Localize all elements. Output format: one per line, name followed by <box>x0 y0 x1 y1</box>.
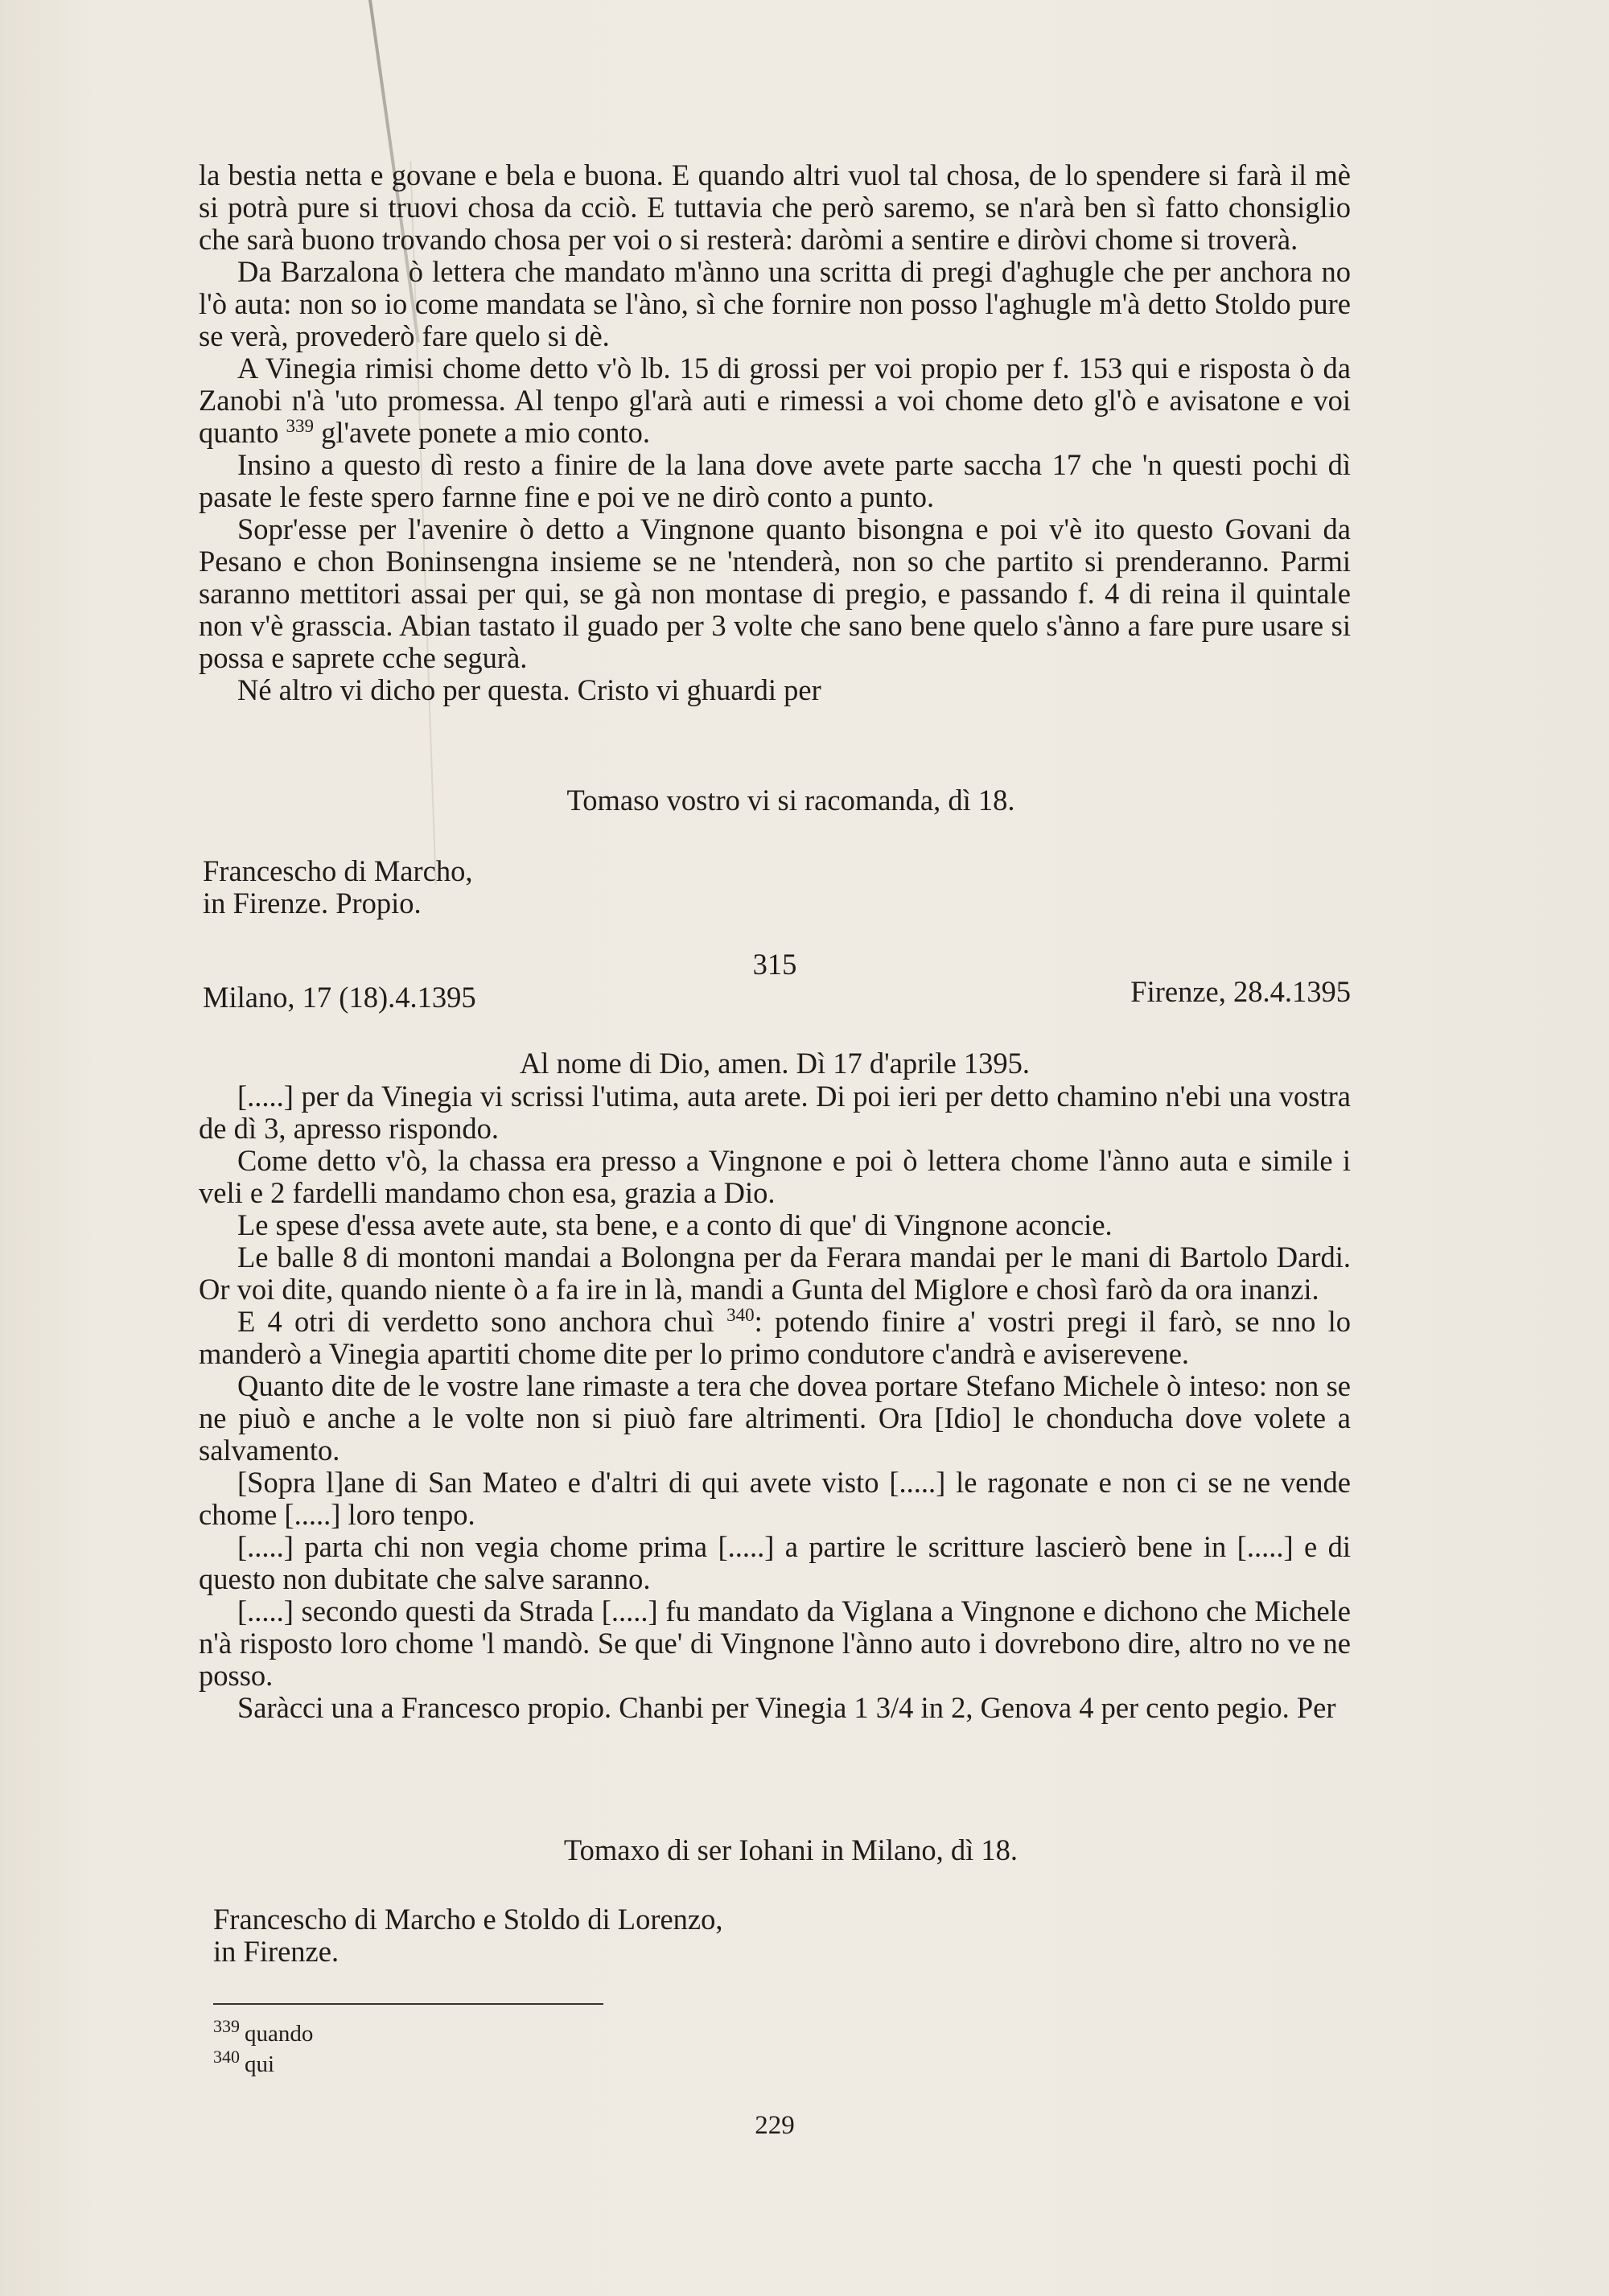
footnote-text: qui <box>245 2051 275 2077</box>
letter-314-closing: Tomaso vostro vi si racomanda, dì 18. <box>566 784 1015 817</box>
paragraph: Saràcci una a Francesco propio. Chanbi per Vinegia 1 3/4 in 2, Genova 4 per cento pegio. Per <box>237 1691 1336 1724</box>
page-number: 229 <box>755 2111 795 2140</box>
letter-destination: Firenze, 28.4.1395 <box>1130 975 1351 1008</box>
letter-314-body <box>199 159 1351 706</box>
paragraph: Quanto dite de le vostre lane rimaste a tera che dovea portare Stefano Michele ò inteso: non se ne piuò e anche a le volte non si piuò fare altrimenti. Ora [Idio] le chonducha dove volete a salvamento. <box>199 1369 1351 1467</box>
footnote-number: 340 <box>213 2047 240 2068</box>
letter-315-address <box>213 1903 1365 1968</box>
address-line: in Firenze. Propio. <box>203 887 422 920</box>
address-line: in Firenze. <box>213 1935 339 1968</box>
letter-314-address <box>203 855 1355 920</box>
paragraph: [.....] secondo questi da Strada [.....] fu mandato da Viglana a Vingnone e dichono che Michele n'à risposto loro chome 'l mandò. Se que' di Vingnone l'ànno auto i dovrebono dire, altro no ve ne posso. <box>199 1594 1351 1692</box>
paragraph: Come detto v'ò, la chassa era presso a Vingnone e poi ò lettera chome l'ànno auta e simile i veli e 2 fardelli mandamo chon esa, grazia a Dio. <box>199 1144 1351 1209</box>
letter-heading: Al nome di Dio, amen. Dì 17 d'aprile 1395. <box>519 1047 1031 1080</box>
paragraph: Sopr'esse per l'avenire ò detto a Vingnone quanto bisongna e poi v'è ito questo Govani da Pesano e chon Boninsengna insieme se ne 'ntenderà, non so che partito si prenderanno. Parmi saranno mettitori assai per qui, se gà non montase di pregio, e passando f. 4 di reina il quintale non v'è grasscia. Abian tastato il guado per 3 volte che sano bene quelo s'ànno a fare pure usare si possa e saprete cche segurà. <box>199 512 1351 674</box>
footnote-number: 339 <box>213 2016 240 2037</box>
paragraph: A Vinegia rimisi chome detto v'ò lb. 15 di grossi per voi propio per f. 153 qui e risposta ò da Zanobi n'à 'uto promessa. Al tenpo gl'arà auti e rimessi a voi chome deto gl'ò e avisatone e voi quanto $^{339}$ gl'avete ponete a mio conto. <box>199 352 1351 449</box>
paragraph: [Sopra l]ane di San Mateo e d'altri di qui avete visto [.....] le ragonate e non ci se ne vende chome [.....] loro tenpo. <box>199 1466 1351 1531</box>
paragraph: E 4 otri di verdetto sono anchora chuì $^{340}$: potendo finire a' vostri pregi il farò, se nno lo manderò a Vinegia apartiti chome dite per lo primo condutore c'andrà e aviserevene. <box>199 1304 1351 1370</box>
paragraph: Le spese d'essa avete aute, sta bene, e a conto di que' di Vingnone aconcie. <box>237 1208 1113 1241</box>
footnote-ref-339[interactable]: 339 <box>286 415 314 436</box>
paragraph: Le balle 8 di montoni mandai a Bolongna per da Ferara mandai per le mani di Bartolo Dardi. Or voi dite, quando niente ò a fa ire in là, mandi a Gunta del Miglore e chosì farò da ora inanzi. <box>199 1241 1351 1306</box>
footnote-340 <box>213 2047 275 2079</box>
paragraph: [.....] parta chi non vegia chome prima [.....] a partire le scritture lascierò bene in [.....] e di questo non dubitate che salve saranno. <box>199 1530 1351 1595</box>
paragraph: [.....] per da Vinegia vi scrissi l'utima, auta arete. Di poi ieri per detto chamino n'ebi una vostra de dì 3, apresso rispondo. <box>199 1080 1351 1145</box>
paragraph: Da Barzalona ò lettera che mandato m'ànno una scritta di pregi d'aghugle che per anchora no l'ò auta: non so io come mandata se l'àno, sì che fornire non posso l'aghugle m'à detto Stoldo pure se verà, provederò fare quelo si dè. <box>199 255 1351 352</box>
footnote-ref-340[interactable]: 340 <box>726 1304 755 1325</box>
letter-number: 315 <box>752 948 797 981</box>
paragraph: Insino a questo dì resto a finire de la lana dove avete parte saccha 17 che 'n questi pochi dì pasate le feste spero farnne fine e poi ve ne dirò conto a punto. <box>199 448 1351 513</box>
paragraph: Né altro vi dicho per questa. Cristo vi ghuardi per <box>237 673 821 706</box>
letter-315-body <box>199 1080 1351 1724</box>
footnote-separator <box>213 2003 603 2005</box>
letter-315-closing: Tomaxo di ser Iohani in Milano, dì 18. <box>563 1833 1018 1866</box>
address-line: Francescho di Marcho e Stoldo di Lorenzo, <box>213 1903 723 1936</box>
footnote-text: quando <box>245 2021 314 2047</box>
footnote-339 <box>213 2016 314 2048</box>
paragraph: la bestia netta e govane e bela e buona. E quando altri vuol tal chosa, de lo spendere si farà il mè si potrà pure si truovi chosa da cciò. E tuttavia che però saremo, se n'arà ben sì fatto chonsiglio che sarà buono trovando chosa per voi o si resterà: daròmi a sentire e diròvi chome si troverà. <box>199 158 1351 256</box>
address-line: Francescho di Marcho, <box>203 854 473 887</box>
letter-origin: Milano, 17 (18).4.1395 <box>203 981 476 1014</box>
